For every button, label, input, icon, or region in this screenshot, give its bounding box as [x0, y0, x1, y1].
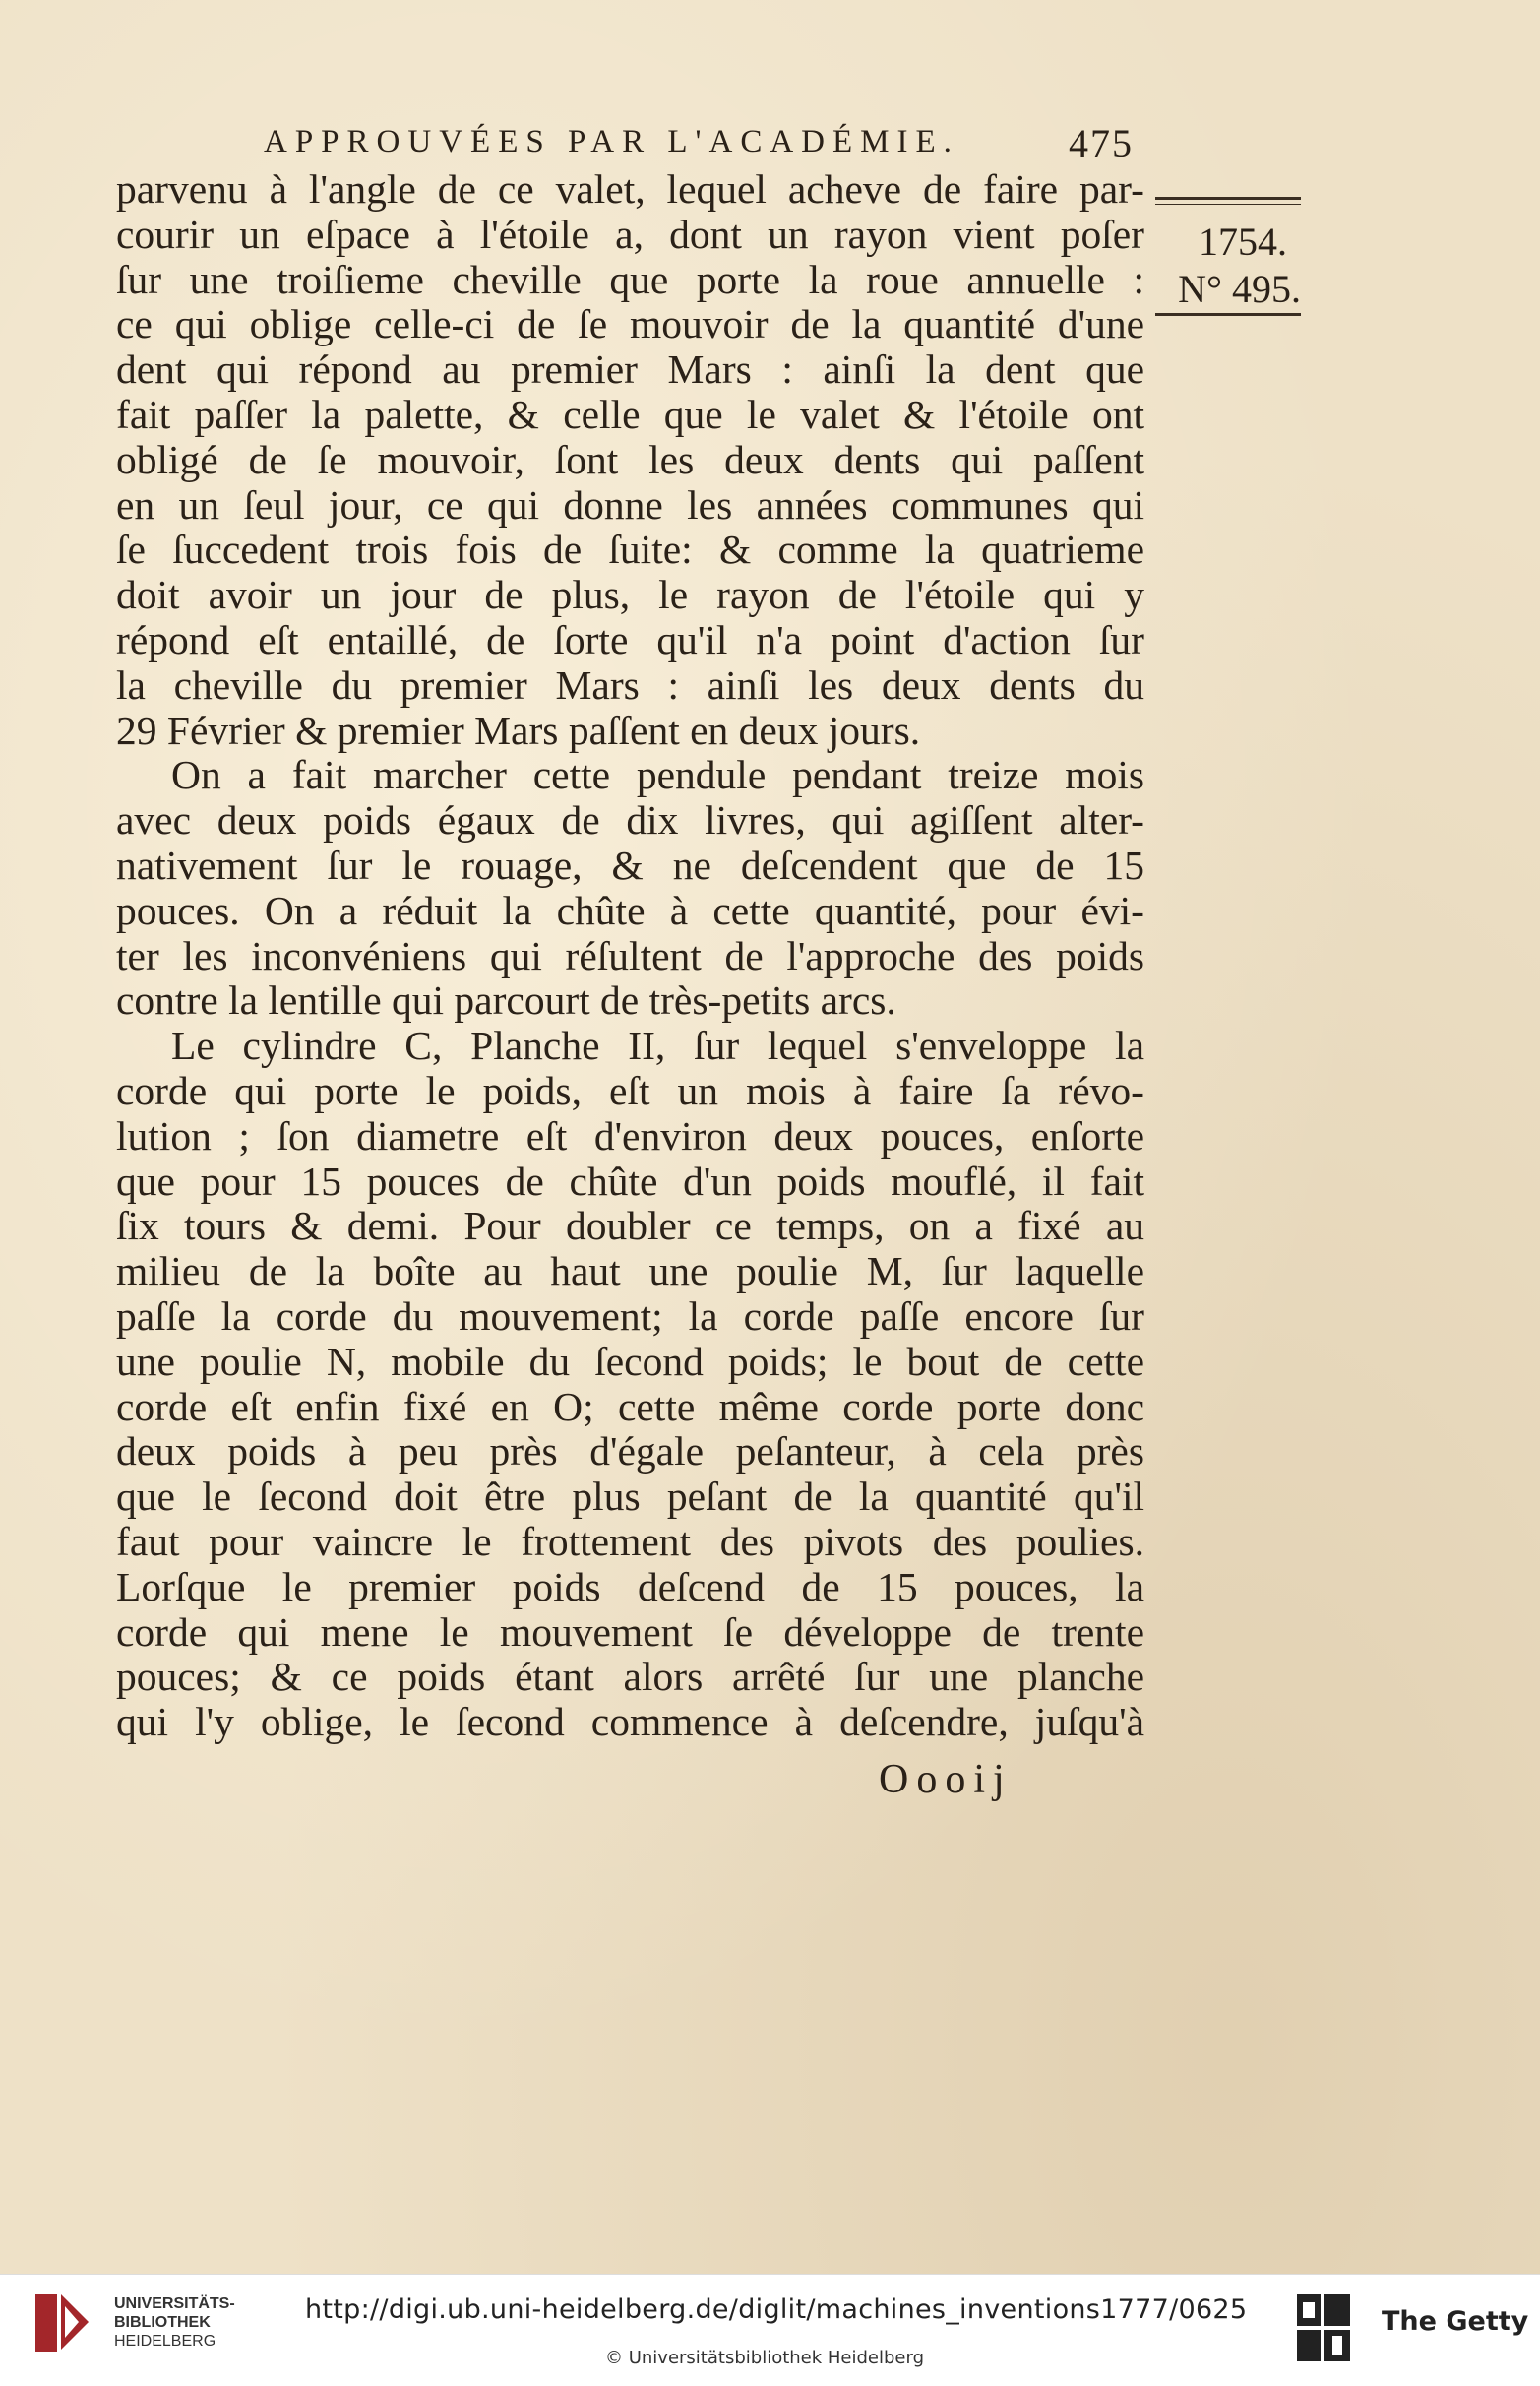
- text-line: que pour 15 pouces de chûte d'un poids mouflé, il fait: [116, 1158, 1144, 1204]
- text-line: deux poids à peu près d'égale peſanteur, à cela près: [116, 1428, 1144, 1475]
- text-line: courir un eſpace à l'étoile a, dont un rayon vient poſer: [116, 211, 1144, 257]
- permalink-url[interactable]: http://digi.ub.uni-heidelberg.de/diglit/machines_inventions1777/0625: [305, 2294, 1248, 2325]
- text-line: Lorſque le premier poids deſcend de 15 pouces, la: [116, 1563, 1144, 1609]
- margin-number: N° 495.: [1178, 267, 1301, 311]
- text-line: la cheville du premier Mars : ainſi les deux dents du: [116, 661, 1144, 708]
- text-line: en un ſeul jour, ce qui donne les années communes qui: [116, 481, 1144, 528]
- text-line: que le ſecond doit être plus peſant de la quantité qu'il: [116, 1474, 1144, 1520]
- paragraph-3: [116, 1024, 1144, 1745]
- footer-bar: [0, 2274, 1540, 2386]
- text-line: répond eſt entaillé, de ſorte qu'il n'a point d'action ſur: [116, 616, 1144, 662]
- text-line: faut pour vaincre le frottement des pivots des poulies.: [116, 1518, 1144, 1564]
- text-line: qui l'y oblige, le ſecond commence à deſcendre, juſqu'à: [116, 1699, 1144, 1745]
- text-line: corde qui mene le mouvement ſe développe de trente: [116, 1608, 1144, 1655]
- text-line: Le cylindre C, Planche II, ſur lequel s'enveloppe la: [171, 1023, 1144, 1069]
- text-line: nativement ſur le rouage, & ne deſcendent que de 15: [116, 842, 1144, 888]
- text-line: dent qui répond au premier Mars : ainſi la dent que: [116, 346, 1144, 393]
- paragraph-1: [116, 167, 1144, 753]
- body-text: [116, 167, 1144, 1745]
- text-line: milieu de la boîte au haut une poulie M, ſur laquelle: [116, 1248, 1144, 1294]
- paragraph-2: [116, 753, 1144, 1024]
- text-line: On a fait marcher cette pendule pendant treize mois: [171, 752, 1144, 798]
- text-line: fait paſſer la palette, & celle que le valet & l'étoile ont: [116, 391, 1144, 437]
- text-line: 29 Février & premier Mars paſſent en deux jours.: [116, 707, 921, 753]
- text-line: pouces; & ce poids étant alors arrêté ſur une planche: [116, 1654, 1144, 1700]
- text-line: une poulie N, mobile du ſecond poids; le bout de cette: [116, 1338, 1144, 1384]
- margin-rule-bottom: [1155, 313, 1301, 316]
- text-line: ſur une troiſieme cheville que porte la roue annuelle :: [116, 256, 1144, 302]
- margin-year: 1754.: [1199, 220, 1287, 264]
- text-line: lution ; ſon diametre eſt d'environ deux pouces, enſorte: [116, 1112, 1144, 1159]
- text-line: contre la lentille qui parcourt de très-petits arcs.: [116, 977, 896, 1024]
- page-number: 475: [1069, 121, 1134, 165]
- getty-logo-icon[interactable]: [1295, 2292, 1352, 2363]
- running-title: APPROUVÉES PAR L'ACADÉMIE.: [264, 124, 959, 159]
- margin-rule-top-thin: [1155, 204, 1301, 205]
- text-line: ſix tours & demi. Pour doubler ce temps, on a fixé au: [116, 1203, 1144, 1249]
- margin-rule-top: [1155, 197, 1301, 200]
- text-line: avec deux poids égaux de dix livres, qui agiſſent alter-: [116, 797, 1144, 844]
- library-name-line: HEIDELBERG: [114, 2333, 216, 2350]
- text-line: corde eſt enfin fixé en O; cette même corde porte donc: [116, 1383, 1144, 1429]
- heidelberg-logo-icon[interactable]: [28, 2289, 96, 2357]
- text-line: parvenu à l'angle de ce valet, lequel acheve de faire par-: [116, 166, 1144, 212]
- text-line: paſſe la corde du mouvement; la corde paſſe encore ſur: [116, 1292, 1144, 1339]
- text-line: ſe ſuccedent trois fois de ſuite: & comme la quatrieme: [116, 527, 1144, 573]
- copyright-notice: © Universitätsbibliothek Heidelberg: [605, 2348, 925, 2368]
- text-line: obligé de ſe mouvoir, ſont les deux dents qui paſſent: [116, 436, 1144, 482]
- library-name-line: BIBLIOTHEK: [114, 2314, 211, 2331]
- getty-name: The Getty: [1382, 2306, 1529, 2337]
- library-name: [114, 2294, 235, 2351]
- text-line: doit avoir un jour de plus, le rayon de l'étoile qui y: [116, 572, 1144, 618]
- signature-mark: Oooij: [879, 1757, 1013, 1802]
- text-line: pouces. On a réduit la chûte à cette quantité, pour évi-: [116, 887, 1144, 933]
- text-line: ce qui oblige celle-ci de ſe mouvoir de la quantité d'une: [116, 301, 1144, 347]
- library-name-line: UNIVERSITÄTS-: [114, 2295, 235, 2312]
- text-line: ter les inconvéniens qui réſultent de l'approche des poids: [116, 932, 1144, 978]
- text-line: corde qui porte le poids, eſt un mois à faire ſa révo-: [116, 1067, 1144, 1113]
- margin-note: [1153, 197, 1301, 316]
